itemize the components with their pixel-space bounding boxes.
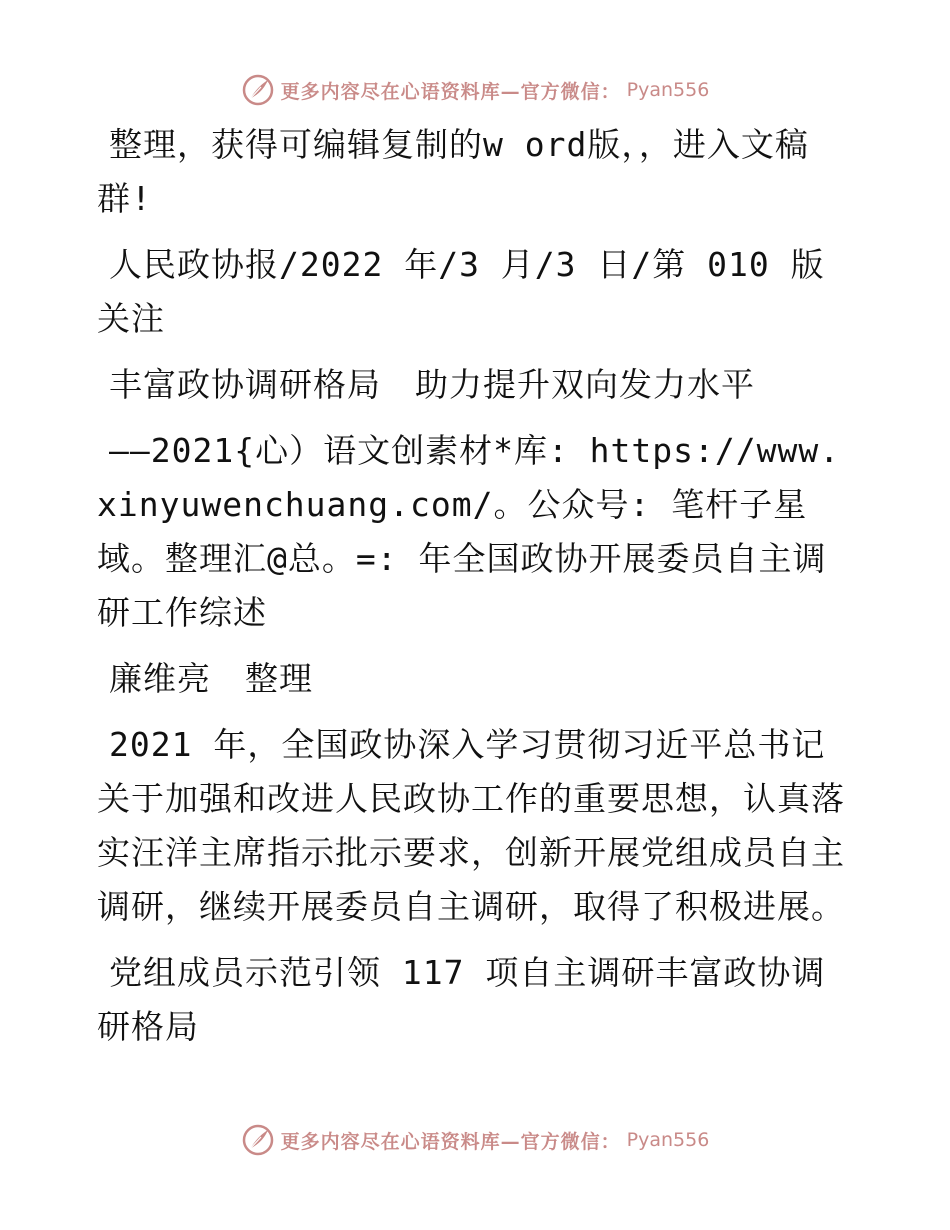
watermark-wechat-id: Pyan556 — [626, 1129, 710, 1151]
watermark-wechat-id: Pyan556 — [626, 79, 710, 101]
feather-logo-icon — [241, 1123, 275, 1157]
watermark-text: 更多内容尽在心语资料库—官方微信： — [280, 1130, 621, 1153]
paragraph: 2021 年，全国政协深入学习贯彻习近平总书记关于加强和改进人民政协工作的重要思想，认真落实汪洋主席指示批示要求，创新开展党组成员自主调研，继续开展委员自主调研，取得了积极进展。 — [97, 725, 845, 926]
feather-logo-icon — [241, 73, 275, 107]
author-line: 廉维亮 整理 — [109, 659, 313, 698]
document-body — [97, 118, 857, 1054]
paragraph: 人民政协报/2022 年/3 月/3 日/第 010 版关注 — [97, 245, 825, 338]
watermark-text: 更多内容尽在心语资料库—官方微信： — [280, 80, 621, 103]
article-title: 丰富政协调研格局 助力提升双向发力水平 — [109, 365, 755, 404]
article-subtitle: ——2021{心）语文创素材*库: https://www.xinyuwenchuang.com/。公众号: 笔杆子星域。整理汇@总。=: 年全国政协开展委员自主调研工作综述 — [97, 431, 841, 632]
header-watermark — [0, 70, 950, 110]
section-heading: 党组成员示范引领 117 项自主调研丰富政协调研格局 — [97, 953, 826, 1046]
paragraph: 整理，获得可编辑复制的w ord版，，进入文稿群! — [97, 125, 809, 218]
footer-watermark — [0, 1120, 950, 1160]
